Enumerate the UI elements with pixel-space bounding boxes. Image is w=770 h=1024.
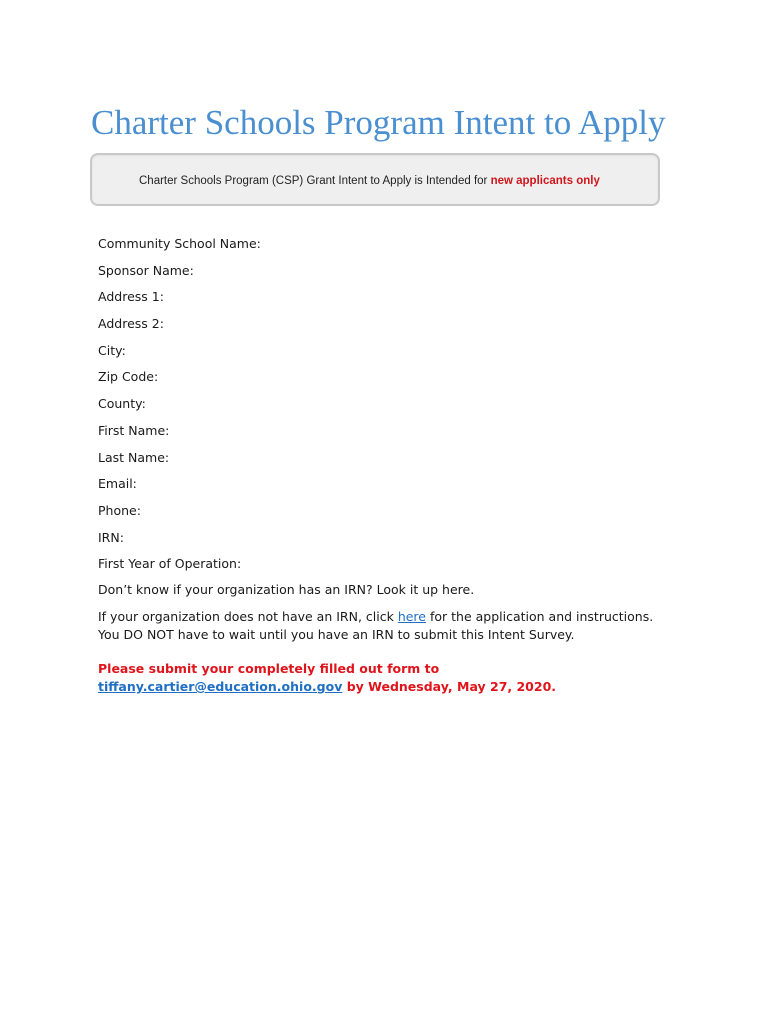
field-community-school-name: Community School Name: (98, 236, 261, 251)
field-last-name: Last Name: (98, 449, 170, 465)
field-address-1: Address 1: (98, 289, 164, 305)
form-field-list (98, 234, 261, 581)
notice-text (139, 174, 600, 188)
document-title: Charter Schools Program Intent to Apply (91, 103, 666, 142)
submit-instructions (98, 660, 658, 696)
irn-apply-text-before: If your organization does not have an IRN, click (98, 609, 398, 624)
submit-email-link[interactable]: tiffany.cartier@education.ohio.gov (98, 679, 343, 694)
irn-lookup-text: Don’t know if your organization has an IRN? Look it up here. (98, 582, 475, 597)
field-address-2: Address 2: (98, 316, 164, 332)
submit-text-after: by Wednesday, May 27, 2020. (342, 679, 557, 694)
field-first-name: First Name: (98, 422, 170, 438)
field-first-year-of-operation: First Year of Operation: (98, 556, 242, 572)
field-sponsor-name: Sponsor Name: (98, 262, 194, 278)
field-zip-code: Zip Code: (98, 369, 159, 385)
irn-application-link[interactable]: here (397, 609, 426, 624)
field-phone: Phone: (98, 502, 141, 518)
irn-apply-paragraph (98, 608, 658, 644)
notice-emphasis: new applicants only (490, 175, 600, 187)
submit-text-before: Please submit your completely filled out form to (98, 661, 440, 676)
field-county: County: (98, 396, 146, 412)
irn-apply-text-after: for the application and instructions. You DO NOT have to wait until you have an IRN to submit this Intent Survey. (98, 609, 654, 642)
field-city: City: (98, 342, 126, 358)
field-irn: IRN: (98, 529, 124, 545)
notice-text-main: Charter Schools Program (CSP) Grant Intent to Apply is Intended for (139, 175, 491, 187)
notice-box (90, 153, 660, 206)
field-email: Email: (98, 476, 137, 492)
